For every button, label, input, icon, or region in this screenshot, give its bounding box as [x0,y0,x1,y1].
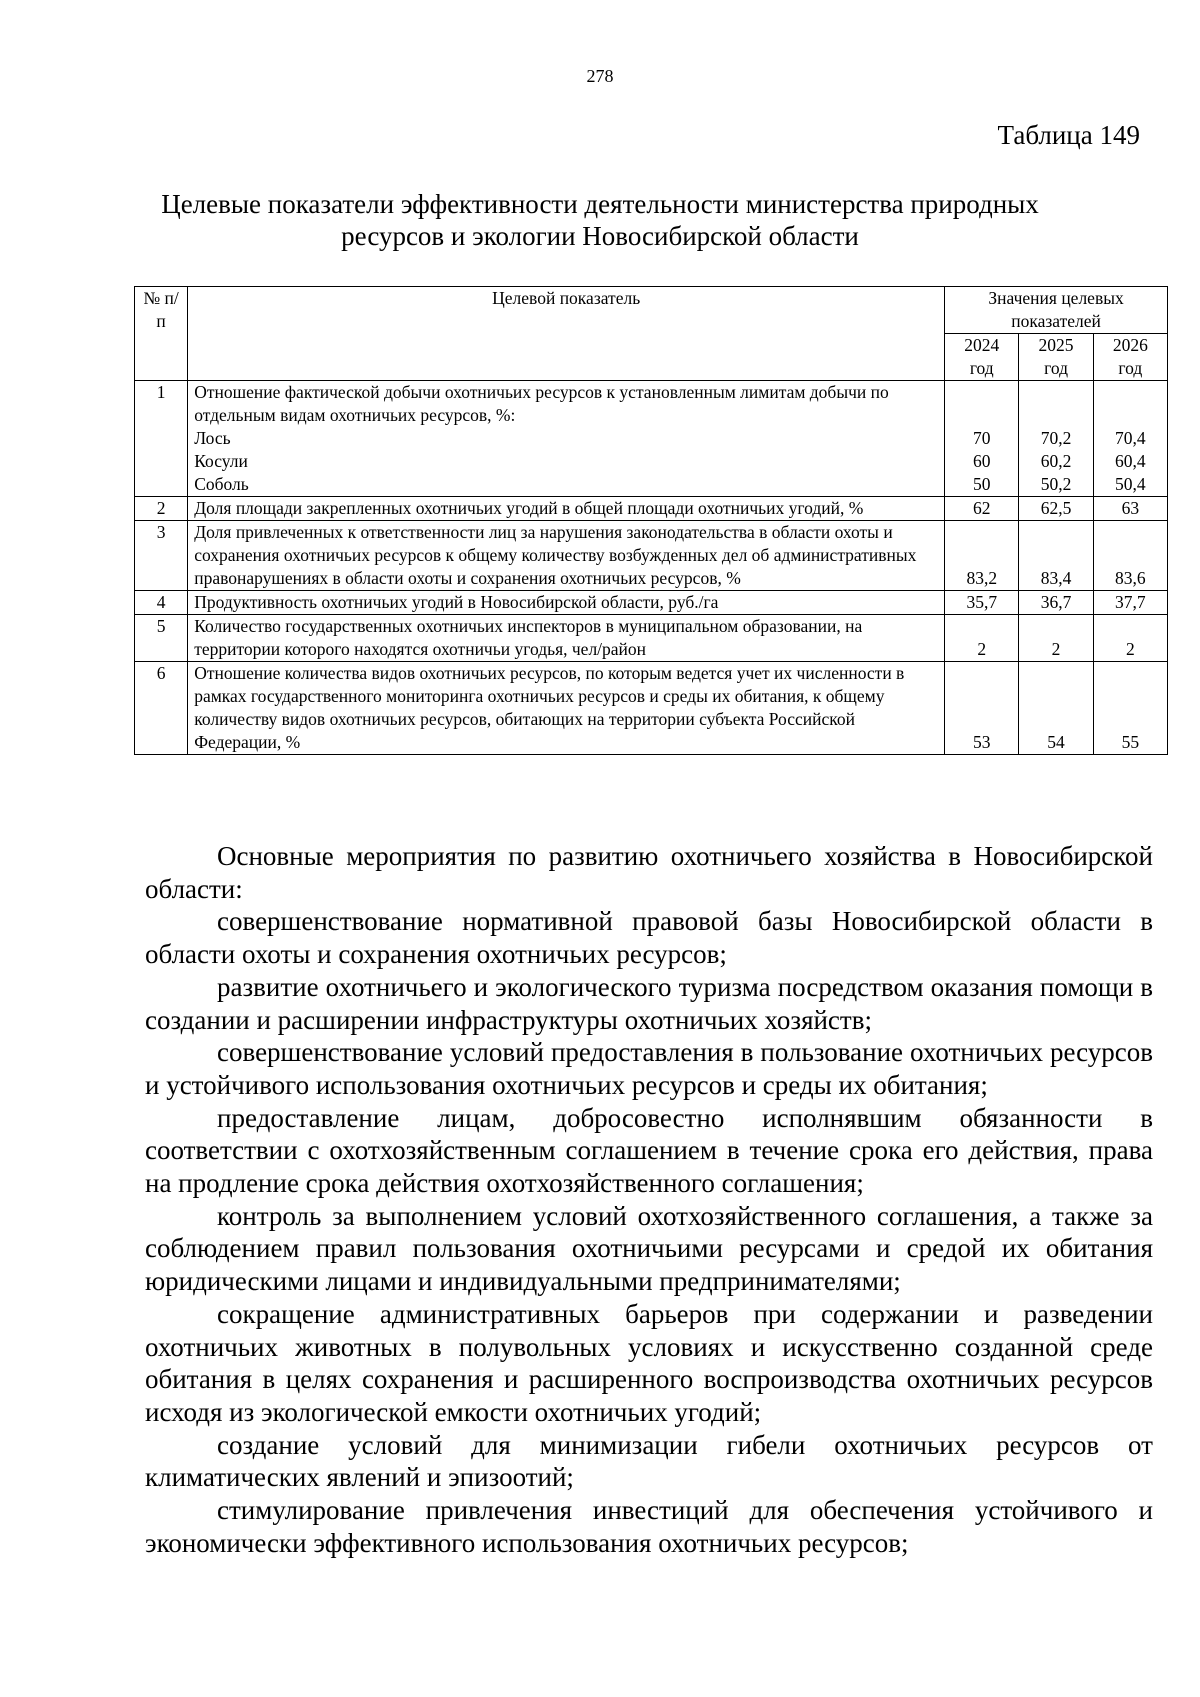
paragraph: стимулирование привлечения инвестиций для обеспечения устойчивого и экономически эффективного использования охотничьих ресурсов; [145,1495,1153,1558]
value-cell-2024 [945,662,1019,755]
indicator-line: Отношение количества видов охотничьих ресурсов, по которым ведется учет их численности в рамках государственного мониторинга охотничьих ресурсов и среды их обитания, к общему количеству видов охотничьих ресурсов, обитающих на территории субъекта Российской Федерации, % [194,663,905,752]
body-text [145,840,1153,1559]
value-line: 2 [1051,639,1061,659]
value-line: 70,4 [1115,428,1146,448]
value-line: 53 [973,732,991,752]
value-cell-2026 [1093,381,1167,497]
indicator-line: Отношение фактической добычи охотничьих ресурсов к установленным лимитам добычи по отдельным видам охотничьих ресурсов, %: [194,382,889,425]
value-line: 50,4 [1115,474,1146,494]
value-cell-2024 [945,521,1019,591]
value-line: 70,2 [1040,428,1072,448]
value-line: 70 [973,428,991,448]
value-cell-2026 [1093,521,1167,591]
indicator-cell [188,497,945,521]
indicator-cell [188,521,945,591]
indicators-table [134,286,1168,755]
document-title: Целевые показатели эффективности деятельности министерства природных ресурсов и экологии Новосибирской области [161,189,1039,251]
value-line: 63 [1121,498,1140,518]
value-cell-2024 [945,497,1019,521]
indicator-line: Продуктивность охотничьих угодий в Новосибирской области, руб./га [194,592,719,612]
table-row [135,615,1168,662]
value-cell-2025 [1019,662,1093,755]
value-line [1025,404,1086,427]
indicator-cell [188,381,945,497]
value-cell-2024 [945,615,1019,662]
row-number: 6 [135,662,188,755]
indicator-line: Доля привлеченных к ответственности лиц за нарушения законодательства в области охоты и сохранения охотничьих ресурсов к общему количеству возбужденных дел об административных правонарушениях в области охоты и сохранения охотничьих ресурсов, % [194,522,917,588]
paragraph: создание условий для минимизации гибели охотничьих ресурсов от климатических явлений и эпизоотий; [145,1429,1153,1493]
header-year-2025: 2025 год [1019,334,1093,381]
row-number: 5 [135,615,188,662]
value-line: 83,2 [966,568,998,588]
value-line: 60,4 [1115,451,1146,471]
table-row [135,497,1168,521]
indicator-line: Количество государственных охотничьих инспекторов в муниципальном образовании, на территории которого находятся охотничьи угодья, чел/район [194,616,863,659]
table-label: Таблица 149 [997,120,1140,150]
value-cell-2025 [1019,497,1093,521]
value-line: 37,7 [1115,592,1146,612]
paragraph: развитие охотничьего и экологического туризма посредством оказания помощи в создании и расширении инфраструктуры охотничьих хозяйств; [145,971,1153,1035]
indicator-line: Лось [194,428,231,448]
value-cell-2026 [1093,591,1167,615]
value-cell-2026 [1093,615,1167,662]
paragraph: Основные мероприятия по развитию охотничьего хозяйства в Новосибирской области: [145,841,1153,904]
row-number: 2 [135,497,188,521]
indicator-cell [188,662,945,755]
value-line: 62 [973,498,991,518]
value-line: 83,4 [1040,568,1072,588]
value-line: 60,2 [1040,451,1072,471]
value-line: 60 [973,451,991,471]
table-body [135,381,1168,755]
indicator-line: Косули [194,451,248,471]
indicator-cell [188,615,945,662]
table-row [135,662,1168,755]
value-cell-2025 [1019,591,1093,615]
value-cell-2025 [1019,521,1093,591]
value-cell-2025 [1019,615,1093,662]
header-indicator: Целевой показатель [188,287,945,381]
value-cell-2026 [1093,662,1167,755]
table-row [135,381,1168,497]
paragraph: контроль за выполнением условий охотхозяйственного соглашения, а также за соблюдением правил пользования охотничьими ресурсами и средой их обитания юридическими лицами и индивидуальными предпринимателями; [145,1200,1153,1297]
header-num: № п/п [135,287,188,381]
value-cell-2025 [1019,381,1093,497]
row-number: 3 [135,521,188,591]
row-number: 4 [135,591,188,615]
header-year-2024: 2024 год [945,334,1019,381]
paragraph: предоставление лицам, добросовестно исполнявшим обязанности в соответствии с охотхозяйственным соглашением в течение срока его действия, права на продление срока действия охотхозяйственного соглашения; [145,1102,1153,1199]
value-cell-2026 [1093,497,1167,521]
value-line: 2 [977,639,987,659]
value-line: 35,7 [966,592,998,612]
header-values-group: Значения целевых показателей [945,287,1168,334]
value-cell-2024 [945,591,1019,615]
indicator-cell [188,591,945,615]
paragraph: совершенствование условий предоставления в пользование охотничьих ресурсов и устойчивого использования охотничьих ресурсов и среды их обитания; [145,1037,1153,1100]
value-cell-2024 [945,381,1019,497]
value-line: 62,5 [1040,498,1072,518]
table-row [135,591,1168,615]
value-line [951,404,1012,427]
indicator-line: Соболь [194,474,249,494]
value-line [1100,404,1161,427]
paragraph: сокращение административных барьеров при содержании и разведении охотничьих животных в полувольных условиях и искусственно созданной среде обитания в целях сохранения и расширенного воспроизводства охотничьих ресурсов исходя из экологической емкости охотничьих угодий; [145,1298,1153,1427]
value-line: 83,6 [1115,568,1146,588]
page-number: 278 [586,66,614,86]
value-line: 54 [1047,732,1065,752]
value-line: 55 [1121,732,1140,752]
value-line: 50,2 [1040,474,1072,494]
row-number: 1 [135,381,188,497]
value-line: 50 [973,474,991,494]
value-line: 36,7 [1040,592,1072,612]
header-year-2026: 2026 год [1093,334,1167,381]
value-line: 2 [1125,639,1135,659]
indicator-line: Доля площади закрепленных охотничьих угодий в общей площади охотничьих угодий, % [194,498,864,518]
table-row [135,521,1168,591]
paragraph: совершенствование нормативной правовой базы Новосибирской области в области охоты и сохранения охотничьих ресурсов; [145,906,1153,970]
